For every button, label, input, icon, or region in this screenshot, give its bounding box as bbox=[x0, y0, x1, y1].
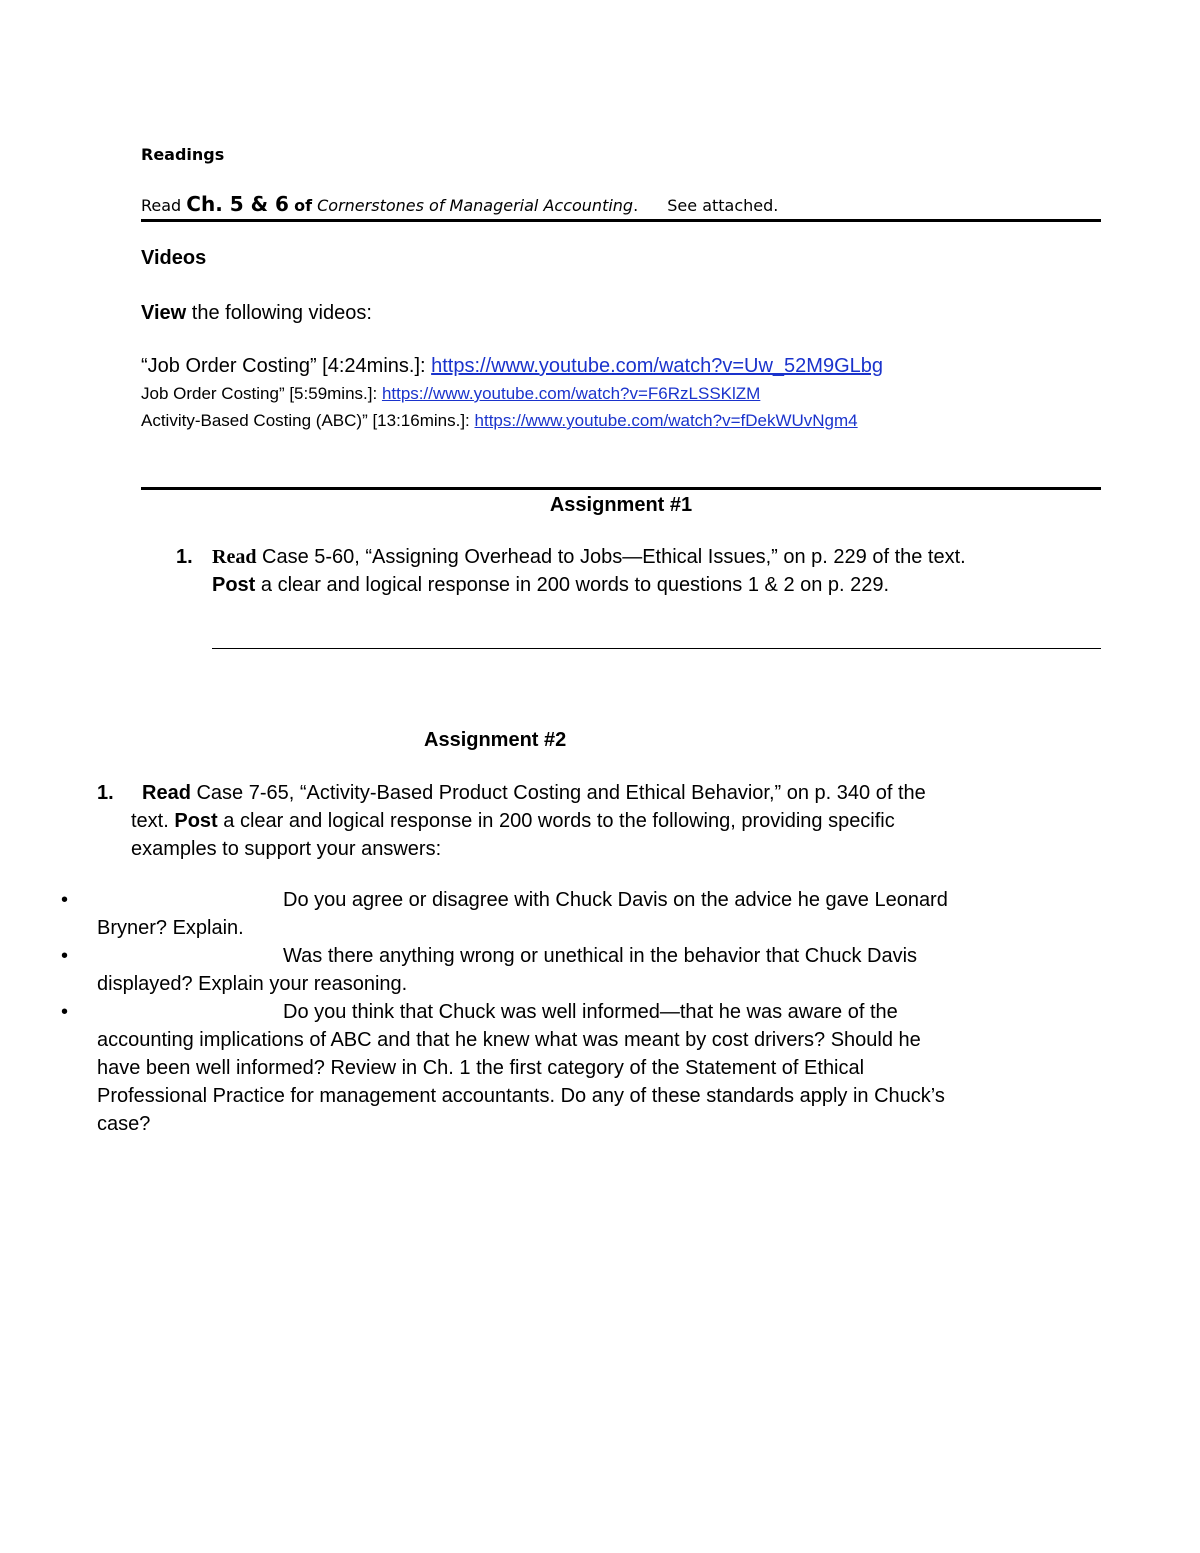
video-title: Activity-Based Costing (ABC)” [13:16mins.]: bbox=[141, 411, 475, 430]
video-link[interactable]: https://www.youtube.com/watch?v=fDekWUvNgm4 bbox=[474, 411, 858, 430]
assignment1-heading: Assignment #1 bbox=[549, 494, 693, 516]
assignment1-line1 bbox=[212, 546, 966, 569]
post-label: Post bbox=[212, 574, 256, 596]
book-title: Cornerstones of Managerial Accounting bbox=[317, 196, 634, 215]
assignment2-text: text. bbox=[131, 810, 175, 832]
bullet-icon: • bbox=[61, 1001, 69, 1023]
bullet-text: Do you agree or disagree with Chuck Davis on the advice he gave Leonard bbox=[283, 889, 948, 911]
read-label: Read bbox=[141, 196, 182, 215]
video-link[interactable]: https://www.youtube.com/watch?v=Uw_52M9GLbg bbox=[431, 355, 884, 377]
assignment2-line2 bbox=[131, 810, 895, 833]
assignment2-number: 1. bbox=[97, 782, 114, 804]
section-divider-videos bbox=[141, 487, 1101, 490]
assignment2-text: Case 7-65, “Activity-Based Product Costing and Ethical Behavior,” on p. 340 of the bbox=[190, 782, 926, 804]
bullet-text: have been well informed? Review in Ch. 1 the first category of the Statement of Ethical bbox=[97, 1057, 865, 1079]
chapters: Ch. 5 & 6 bbox=[186, 192, 289, 216]
view-rest: the following videos: bbox=[186, 302, 372, 324]
video-item bbox=[141, 411, 858, 431]
bullet-text: Was there anything wrong or unethical in the behavior that Chuck Davis bbox=[283, 945, 918, 967]
readings-heading: Readings bbox=[141, 145, 225, 164]
bullet-text: case? bbox=[97, 1113, 151, 1135]
video-title: “Job Order Costing” [4:24mins.]: bbox=[141, 355, 432, 377]
bullet-icon: • bbox=[61, 945, 69, 967]
bullet-text: accounting implications of ABC and that he knew what was meant by cost drivers? Should he bbox=[97, 1029, 921, 1051]
bullet-text: Professional Practice for management accountants. Do any of these standards apply in Chuck’s bbox=[97, 1085, 945, 1107]
read-label: Read bbox=[142, 782, 191, 804]
assignment2-line3: examples to support your answers: bbox=[131, 838, 442, 860]
period: . bbox=[633, 196, 639, 215]
video-item bbox=[141, 384, 760, 404]
bullet-text: Bryner? Explain. bbox=[97, 917, 244, 939]
read-label: Read bbox=[212, 546, 257, 568]
assignment1-line2 bbox=[212, 574, 889, 597]
bullet-icon: • bbox=[61, 889, 69, 911]
post-label: Post bbox=[174, 810, 218, 832]
bullet-text: displayed? Explain your reasoning. bbox=[97, 973, 408, 995]
bullet-text: Do you think that Chuck was well informed—that he was aware of the bbox=[283, 1001, 898, 1023]
assignment2-text: a clear and logical response in 200 words to the following, providing specific bbox=[217, 810, 895, 832]
assignment1-text: Case 5-60, “Assigning Overhead to Jobs—Ethical Issues,” on p. 229 of the text. bbox=[256, 546, 966, 568]
video-item bbox=[141, 355, 883, 378]
video-link[interactable]: https://www.youtube.com/watch?v=F6RzLSSKlZM bbox=[381, 384, 761, 403]
video-title: Job Order Costing” [5:59mins.]: bbox=[141, 384, 382, 403]
videos-intro bbox=[141, 302, 372, 325]
section-divider-readings bbox=[141, 219, 1101, 222]
assignment2-heading: Assignment #2 bbox=[424, 729, 567, 751]
assignment2-line1 bbox=[142, 782, 926, 805]
assignment1-number: 1. bbox=[176, 546, 193, 568]
view-label: View bbox=[141, 302, 187, 324]
of-label: of bbox=[294, 196, 313, 215]
readings-line bbox=[141, 192, 778, 216]
assignment1-text: a clear and logical response in 200 words to questions 1 & 2 on p. 229. bbox=[255, 574, 890, 596]
videos-heading: Videos bbox=[141, 247, 207, 269]
response-line bbox=[212, 648, 1101, 649]
see-attached: See attached. bbox=[667, 196, 779, 215]
